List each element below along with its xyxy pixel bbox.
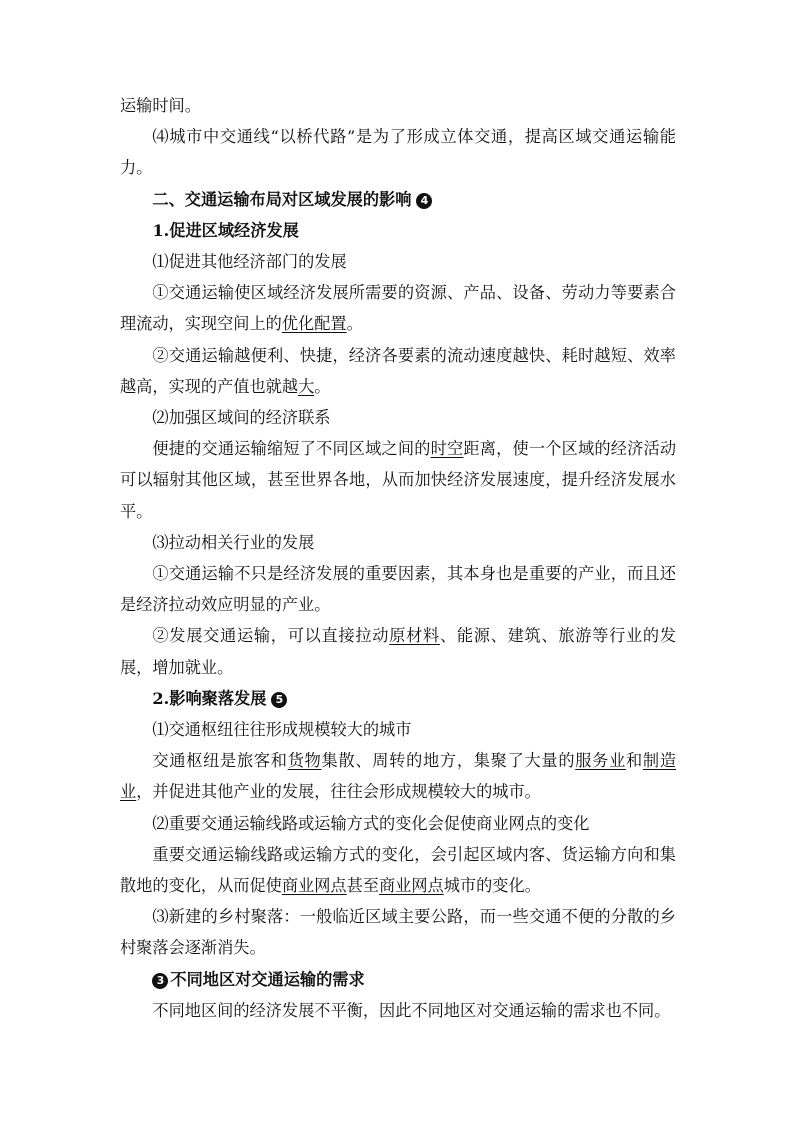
text-paragraph [120, 745, 676, 807]
text-segment: ，并促进其他产业的发展，往往会形成规模较大的城市。 [136, 782, 541, 802]
underlined-term: 商业网点 [379, 876, 444, 896]
text-paragraph [120, 246, 676, 277]
number-badge-icon: 5 [271, 692, 287, 708]
text-paragraph [120, 433, 676, 527]
text-segment: 二、交通运输布局对区域发展的影响 [152, 189, 412, 209]
underlined-term: 制造业 [120, 751, 677, 802]
text-paragraph [120, 839, 676, 901]
underlined-term: 货物 [287, 751, 322, 771]
underlined-term: 服务业 [575, 751, 626, 771]
text-segment: ⑷城市中交通线“以桥代路”是为了形成立体交通，提高区域交通运输能力。 [120, 127, 676, 178]
text-segment: ②交通运输越便利、快捷，经济各要素的流动速度越快、耗时越短、效率越高，实现的产值也就越 [120, 345, 676, 396]
text-paragraph [120, 340, 676, 402]
text-segment: 距离，使一个区域的经济活动可以辐射其他区域，甚至世界各地，从而加快经济发展速度，提升经济发展水平。 [120, 439, 677, 521]
text-segment: ①交通运输不只是经济发展的重要因素，其本身也是重要的产业，而且还是经济拉动效应明显的产业。 [120, 564, 676, 615]
text-segment: 重要交通运输线路或运输方式的变化，会引起区域内客、货运输方向和集散地的变化，从而促使 [120, 844, 676, 896]
text-segment: ②发展交通运输，可以直接拉动 [152, 626, 390, 646]
text-segment: 不同地区对交通运输的需求 [170, 969, 365, 989]
text-segment: 不同地区间的经济发展不平衡，因此不同地区对交通运输的需求也不同。 [152, 1000, 671, 1020]
section-heading [120, 964, 676, 995]
number-badge-icon: 3 [152, 973, 168, 989]
text-segment: ⑴交通枢纽往往形成规模较大的城市 [152, 720, 412, 740]
text-paragraph [120, 277, 676, 339]
text-segment: 2.影响聚落发展 [152, 688, 267, 708]
section-heading [120, 683, 676, 714]
underlined-term: 大 [298, 376, 315, 396]
text-segment: 交通枢纽是旅客和 [152, 751, 288, 771]
text-paragraph [120, 121, 676, 183]
text-segment: 。 [314, 376, 331, 396]
underlined-term: 优化配置 [281, 314, 347, 334]
text-paragraph [120, 90, 676, 121]
text-paragraph [120, 527, 676, 558]
text-segment: 和 [626, 751, 643, 771]
underlined-term: 商业网点 [281, 876, 347, 896]
text-segment: 集散、周转的地方，集聚了大量的 [321, 751, 576, 771]
underlined-term: 时空 [430, 439, 464, 459]
text-segment: 、能源、建筑、旅游等行业的发展，增加就业。 [120, 626, 677, 677]
text-paragraph [120, 558, 676, 620]
text-paragraph [120, 714, 676, 745]
section-heading [120, 184, 676, 215]
text-paragraph [120, 995, 676, 1026]
text-segment: 城市的变化。 [443, 876, 541, 896]
text-paragraph [120, 402, 676, 433]
text-segment: 1.促进区域经济发展 [152, 220, 299, 240]
section-heading [120, 215, 676, 246]
text-paragraph [120, 901, 676, 963]
text-segment: 便捷的交通运输缩短了不同区域之间的 [152, 439, 431, 459]
text-segment: 。 [346, 314, 363, 334]
text-segment: ①交通运输使区域经济发展所需要的资源、产品、设备、劳动力等要素合理流动，实现空间上的 [120, 283, 676, 334]
text-segment: ⑵加强区域间的经济联系 [152, 408, 331, 428]
number-badge-icon: 4 [416, 193, 432, 209]
document-body [120, 90, 676, 1026]
text-segment: ⑶拉动相关行业的发展 [152, 532, 315, 552]
text-segment: ⑴促进其他经济部门的发展 [152, 252, 347, 272]
text-paragraph [120, 620, 676, 682]
text-segment: ⑶新建的乡村聚落：一般临近区域主要公路，而一些交通不便的分散的乡村聚落会逐渐消失。 [120, 907, 676, 958]
text-segment: 甚至 [346, 876, 379, 896]
underlined-term: 原材料 [389, 626, 440, 646]
text-paragraph [120, 808, 676, 839]
text-segment: 运输时间。 [120, 96, 201, 115]
text-segment: ⑵重要交通运输线路或运输方式的变化会促使商业网点的变化 [152, 813, 590, 833]
